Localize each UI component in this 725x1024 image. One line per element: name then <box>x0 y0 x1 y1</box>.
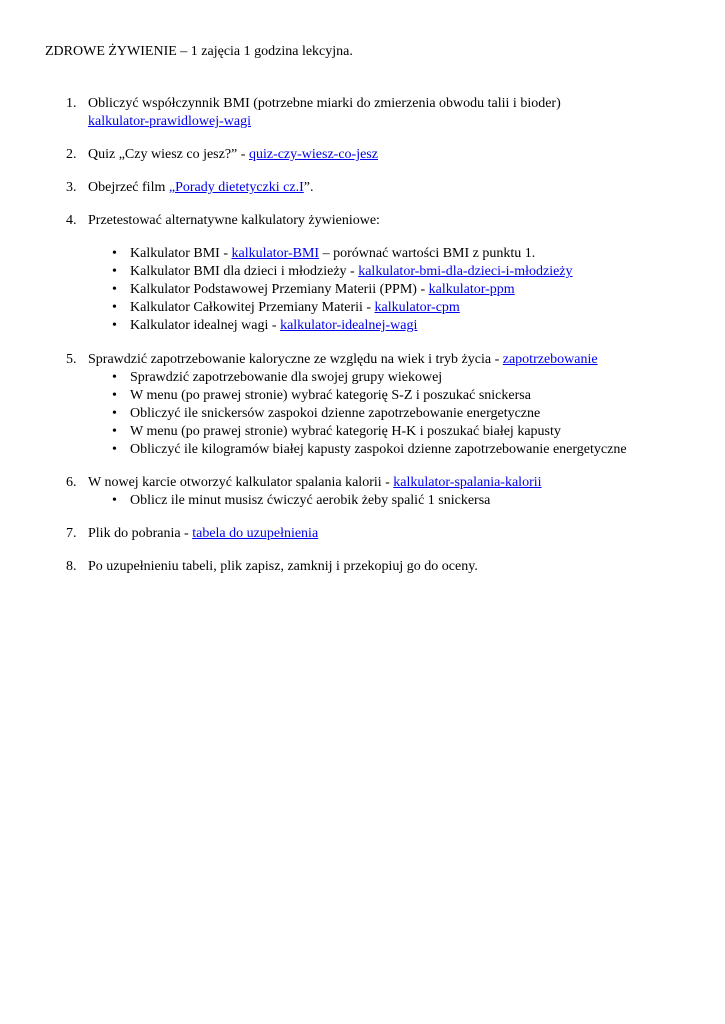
link-kalkulator-prawidlowej-wagi[interactable]: kalkulator-prawidlowej-wagi <box>88 114 251 129</box>
bullet-icon: • <box>112 493 117 508</box>
item-number: 7. <box>66 526 77 541</box>
link-kalkulator-cpm[interactable]: kalkulator-cpm <box>374 300 460 315</box>
bullet-icon: • <box>112 424 117 439</box>
item-text: Quiz „Czy wiesz co jesz?” - quiz-czy-wiesz-co-jesz <box>88 147 378 162</box>
list-item: W menu (po prawej stronie) wybrać kategorię H-K i poszukać białej kapusty <box>130 424 561 439</box>
link-film[interactable]: „Porady dietetyczki cz.I <box>168 180 304 195</box>
item-number: 2. <box>66 147 77 162</box>
link-kalkulator-spalania-kalorii[interactable]: kalkulator-spalania-kalorii <box>393 475 542 490</box>
list-item: Oblicz ile minut musisz ćwiczyć aerobik żeby spalić 1 snickersa <box>130 493 491 508</box>
item-text: Plik do pobrania - tabela do uzupełnienia <box>88 526 319 541</box>
item-text: Po uzupełnieniu tabeli, plik zapisz, zamknij i przekopiuj go do oceny. <box>88 559 478 574</box>
bullet-icon: • <box>112 370 117 385</box>
link-tabela-do-uzupelnienia[interactable]: tabela do uzupełnienia <box>192 526 319 541</box>
item-number: 4. <box>66 213 77 228</box>
list-item: Sprawdzić zapotrzebowanie dla swojej grupy wiekowej <box>130 370 443 385</box>
list-item: Kalkulator Podstawowej Przemiany Materii (PPM) - kalkulator-ppm <box>130 282 515 297</box>
list-item: W menu (po prawej stronie) wybrać kategorię S-Z i poszukać snickersa <box>130 388 531 403</box>
list-item: Kalkulator idealnej wagi - kalkulator-idealnej-wagi <box>130 318 418 333</box>
bullet-icon: • <box>112 246 117 261</box>
bullet-icon: • <box>112 442 117 457</box>
link-quiz[interactable]: quiz-czy-wiesz-co-jesz <box>248 147 378 162</box>
item-number: 8. <box>66 559 77 574</box>
item-text: Przetestować alternatywne kalkulatory żywieniowe: <box>88 213 380 228</box>
bullet-icon: • <box>112 388 117 403</box>
bullet-icon: • <box>112 318 117 333</box>
item-number: 6. <box>66 475 77 490</box>
item-number: 5. <box>66 352 77 367</box>
item-text: W nowej karcie otworzyć kalkulator spalania kalorii - kalkulator-spalania-kalorii <box>88 475 542 490</box>
link-kalkulator-ppm[interactable]: kalkulator-ppm <box>428 282 515 297</box>
item-number: 3. <box>66 180 77 195</box>
list-item: Kalkulator BMI - kalkulator-BMI – porównać wartości BMI z punktu 1. <box>130 246 536 261</box>
list-item: Obliczyć ile kilogramów białej kapusty zaspokoi dzienne zapotrzebowanie energetyczne <box>130 442 627 457</box>
document-title: ZDROWE ŻYWIENIE – 1 zajęcia 1 godzina lekcyjna. <box>45 44 353 59</box>
list-item: Kalkulator Całkowitej Przemiany Materii - kalkulator-cpm <box>130 300 460 315</box>
bullet-icon: • <box>112 282 117 297</box>
bullet-icon: • <box>112 406 117 421</box>
link-zapotrzebowanie[interactable]: zapotrzebowanie <box>502 352 598 367</box>
item-text: Obejrzeć film „Porady dietetyczki cz.I”. <box>88 180 314 195</box>
item-text: Obliczyć współczynnik BMI (potrzebne miarki do zmierzenia obwodu talii i bioder) <box>88 96 561 111</box>
bullet-icon: • <box>112 264 117 279</box>
list-item: Obliczyć ile snickersów zaspokoi dzienne zapotrzebowanie energetyczne <box>130 406 541 421</box>
item-text: Sprawdzić zapotrzebowanie kaloryczne ze względu na wiek i tryb życia - zapotrzebowanie <box>88 352 598 367</box>
item-number: 1. <box>66 96 77 111</box>
link-kalkulator-idealnej-wagi[interactable]: kalkulator-idealnej-wagi <box>280 318 418 333</box>
bullet-icon: • <box>112 300 117 315</box>
list-item: Kalkulator BMI dla dzieci i młodzieży - kalkulator-bmi-dla-dzieci-i-młodzieży <box>130 264 573 279</box>
link-kalkulator-bmi[interactable]: kalkulator-BMI <box>231 246 320 261</box>
link-kalkulator-bmi-dzieci[interactable]: kalkulator-bmi-dla-dzieci-i-młodzieży <box>358 264 573 279</box>
